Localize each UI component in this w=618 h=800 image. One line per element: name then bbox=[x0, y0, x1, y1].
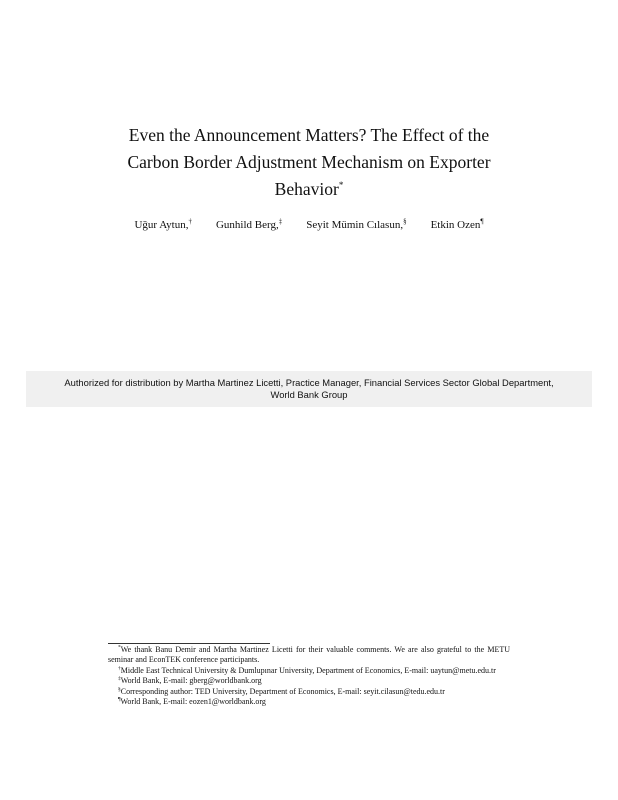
author-mark: ¶ bbox=[480, 217, 484, 226]
footnote-item bbox=[108, 666, 510, 676]
author-mark: § bbox=[403, 217, 407, 226]
author-list bbox=[96, 219, 522, 231]
title-line-3 bbox=[96, 176, 522, 203]
author-mark: † bbox=[188, 217, 192, 226]
title-line-2: Carbon Border Adjustment Mechanism on Exporter bbox=[127, 152, 491, 172]
author-name: Etkin Ozen bbox=[430, 219, 481, 231]
footnote-item bbox=[108, 697, 510, 707]
footnote-text: World Bank, E-mail: gberg@worldbank.org bbox=[120, 676, 262, 686]
footnote-text: World Bank, E-mail: eozen1@worldbank.org bbox=[120, 697, 266, 707]
paper-title bbox=[96, 122, 522, 203]
banner-line-1: Authorized for distribution by Martha Martinez Licetti, Practice Manager, Financial Services Sector Global Department, bbox=[64, 377, 554, 388]
title-footnote-mark: * bbox=[338, 180, 344, 191]
footnote-mark: † bbox=[118, 665, 121, 672]
footnote-text: Middle East Technical University & Dumlupınar University, Department of Economics, E-mail: uaytun@metu.edu.tr bbox=[120, 665, 496, 675]
author-mark: ‡ bbox=[278, 217, 283, 226]
footnote-mark: ¶ bbox=[118, 696, 121, 703]
distribution-banner bbox=[26, 371, 592, 407]
footnote-item bbox=[108, 676, 510, 686]
banner-line-2: World Bank Group bbox=[270, 388, 348, 400]
author bbox=[431, 219, 484, 231]
footnote-item bbox=[108, 687, 510, 697]
footnote-divider bbox=[108, 643, 270, 644]
footnote-mark: * bbox=[118, 644, 121, 651]
author-name: Seyit Mümin Cılasun bbox=[306, 219, 401, 231]
author-name: Uğur Aytun bbox=[134, 219, 186, 231]
title-line-1: Even the Announcement Matters? The Effect of the bbox=[128, 125, 490, 145]
title-line-3-text: Behavior bbox=[274, 179, 339, 199]
footnotes bbox=[108, 645, 510, 707]
footnote-item bbox=[108, 645, 510, 666]
author: Gunhild Berg,‡ bbox=[215, 217, 283, 231]
footnote-mark: ‡ bbox=[118, 675, 121, 682]
footnote-text: Corresponding author: TED University, Department of Economics, E-mail: seyit.cilasun@tedu.edu.tr bbox=[120, 686, 445, 696]
author: Seyit Mümin Cılasun,§ bbox=[306, 217, 407, 231]
footnote-mark: § bbox=[118, 685, 121, 692]
footnote-text: We thank Banu Demir and Martha Martinez Licetti for their valuable comments. We are also grateful to the METU seminar and EconTEK conference participants. bbox=[108, 645, 510, 665]
author-name: Gunhild Berg bbox=[215, 219, 276, 231]
author: Uğur Aytun,† bbox=[134, 217, 192, 231]
